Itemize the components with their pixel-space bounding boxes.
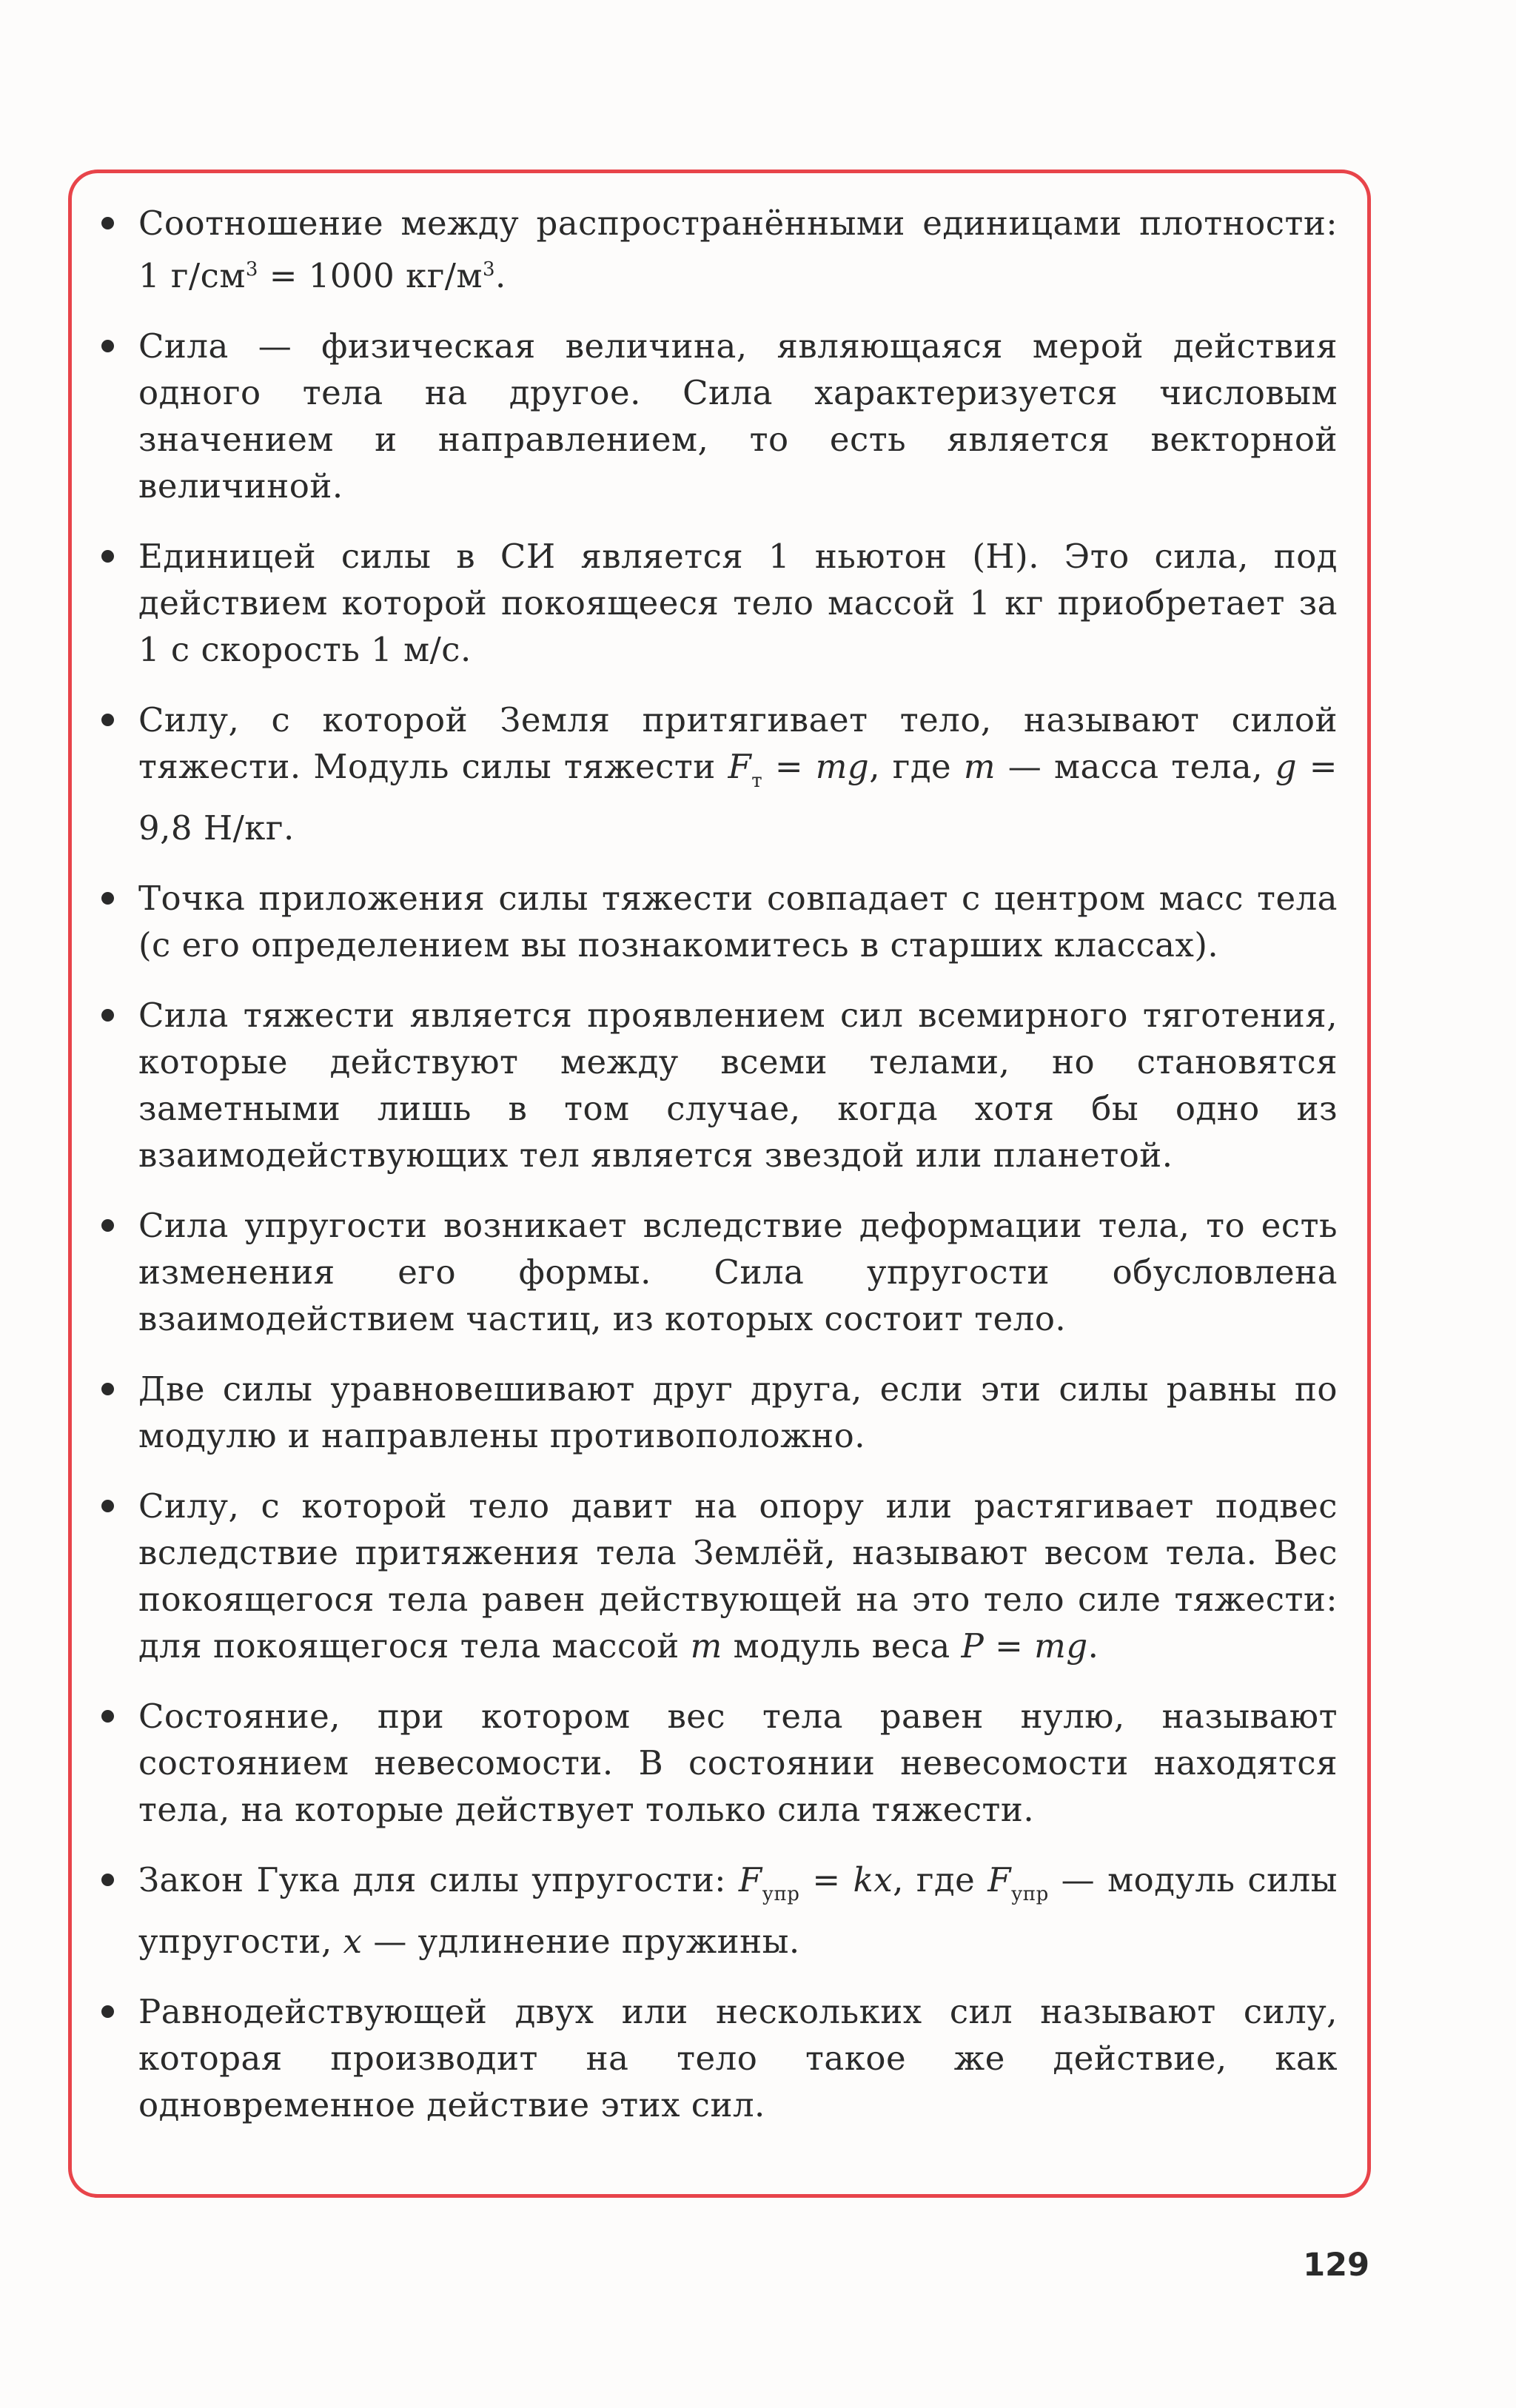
bullet-icon: [101, 1383, 114, 1395]
facts-list: [101, 200, 1338, 2128]
bullet-icon: [101, 2005, 114, 2018]
fact-hooke-law: Закон Гука для силы упругости: $F_{упр}$ = kx, где $F_{упр}$ — модуль силы упругости, x — удлинение пружины.: [101, 1857, 1338, 1965]
bullet-icon: [101, 550, 114, 563]
bullet-icon: [101, 1500, 114, 1512]
bullet-icon: [101, 1874, 114, 1886]
fact-weightlessness: Состояние, при котором вес тела равен нулю, называют состоянием невесомости. В состоянии невесомости находятся тела, на которые действует только сила тяжести.: [101, 1693, 1338, 1833]
bullet-icon: [101, 1009, 114, 1022]
fact-center-of-mass: Точка приложения силы тяжести совпадает с центром масс тела (с его определением вы познакомитесь в старших классах).: [101, 875, 1338, 968]
fact-balanced-forces: Две силы уравновешивают друг друга, если эти силы равны по модулю и направлены противоположно.: [101, 1366, 1338, 1459]
fact-gravity-force: Силу, с которой Земля притягивает тело, называют силой тяжести. Модуль силы тяжести $F_т$ = mg, где m — масса тела, g = 9,8 Н/кг.: [101, 697, 1338, 851]
fact-resultant-force: Равнодействующей двух или нескольких сил называют силу, которая производит на тело такое же действие, как одновременное действие этих сил.: [101, 1988, 1338, 2128]
bullet-icon: [101, 1219, 114, 1232]
page-number: 129: [1303, 2247, 1369, 2284]
fact-newton-unit: Единицей силы в СИ является 1 ньютон (Н). Это сила, под действием которой покоящееся тело массой 1 кг приобретает за 1 с скорость 1 м/с.: [101, 533, 1338, 673]
fact-force-definition: Сила — физическая величина, являющаяся мерой действия одного тела на другое. Сила характеризуется числовым значением и направлением, то есть является векторной величиной.: [101, 323, 1338, 509]
summary-box: [68, 170, 1371, 2198]
fact-density-units: Соотношение между распространёнными единицами плотности: 1 $г/см^3 = 1000$ $кг/м^3$.: [101, 200, 1338, 299]
bullet-icon: [101, 340, 114, 352]
bullet-icon: [101, 1710, 114, 1723]
bullet-icon: [101, 714, 114, 726]
fact-universal-gravitation: Сила тяжести является проявлением сил всемирного тяготения, которые действуют между всеми телами, но становятся заметными лишь в том случае, когда хотя бы одно из взаимодействующих тел является звездой или планетой.: [101, 992, 1338, 1178]
fact-elastic-force: Сила упругости возникает вследствие деформации тела, то есть изменения его формы. Сила упругости обусловлена взаимодействием частиц, из которых состоит тело.: [101, 1202, 1338, 1342]
fact-body-weight: Силу, с которой тело давит на опору или растягивает подвес вследствие притяжения тела Землёй, называют весом тела. Вес покоящегося тела равен действующей на это тело силе тяжести: для покоящегося тела массой m модуль веса P = mg.: [101, 1483, 1338, 1669]
bullet-icon: [101, 892, 114, 905]
bullet-icon: [101, 217, 114, 229]
